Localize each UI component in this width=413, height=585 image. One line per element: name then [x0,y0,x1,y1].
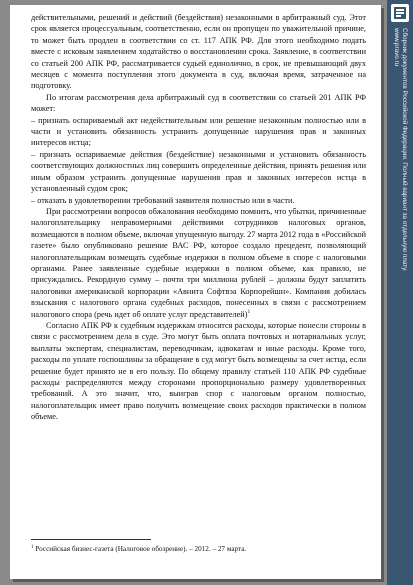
paragraph-text: При рассмотрении вопросов обжалования необходимо помнить, что убытки, причиненные налогоплательщику неправомерными действиями сотрудников налоговых органов, возмещаются в полном объеме, включая упущенную выгоду. 27 марта 2012 года в «Российской газете» было опубликовано решение ВАС РФ, которое создало прецедент, позволяющий налогоплательщикам возмещать судебные издержки в полном объеме в споре с налоговыми органами. Ранее заявленные судебные издержки в полном объеме, как правило, не присуждались. Рекордную сумму – почти три миллиона рублей – должны будут заплатить налоговики американской корпорации «Авнита Софтвэа Корпорейшн». Компания добилась взыскания с налогового органа судебных расходов, понесенных в связи с рассмотрением налогового спора (речь идет об оплате услуг представителей) [31,206,366,319]
sidebar-watermark-text [392,28,408,272]
footnote-reference[interactable]: 1 [247,308,251,315]
list-item: – отказать в удовлетворении требований заявителя полностью или в части. [31,195,295,205]
page-body [31,12,366,423]
paragraph: действительными, решений и действий (бездействия) незаконными в арбитражный суд. Этот срок является процессуальным, соответственно, если он пропущен по уважительной причине, то может быть продлен в соответствии со ст. 117 АПК РФ. Для этого необходимо подать вместе с исковым заявлением ходатайство о восстановлении срока. Заявление, в соответствии со статьей 200 АПК РФ, рассматривается судьей единолично, в срок, не превышающий двух месяцев с момента поступления этого документа в суд, включая время, затраченное на подготовку. [31,13,366,91]
logo-icon [391,4,409,22]
footnote-divider [31,539,151,540]
paragraph: По итогам рассмотрения дела арбитражный суд в соответствии со статьей 201 АПК РФ может: [31,92,366,114]
sidebar-strip [387,0,413,585]
sidebar-text-line[interactable]: www.pravo.ru [393,28,400,67]
paragraph [31,206,366,320]
footnote [31,545,366,554]
sidebar-text-line: Сборник документов Российской Федерации. Полный вариант за отдельную плату. [401,28,408,272]
document-page [10,5,381,579]
paragraph: Согласно АПК РФ к судебным издержкам относятся расходы, которые понесли стороны в связи с рассмотрением дела в суде. Это могут быть оплата почтовых и нотариальных услуг, выплаты экспертам, специалистам, переводчикам, адвокатам и иные расходы. Кроме того, расходы по уплате госпошлины за обращение в суд могут быть возмещены за счет истца, если решение будет принято не в его пользу. По общему правилу статьей 110 АПК РФ судебные расходы распределяются между сторонами пропорционально размеру удовлетворенных требований. А это значит, что, выиграв спор с налоговым органом полностью, налогоплательщик имеет право получить возмещение своих расходов практически в полном объеме. [31,320,366,422]
list-item: – признать оспариваемые действия (бездействие) незаконными и установить обязанность соответствующих должностных лиц совершить определенные действия, принять решения или иным образом устранить допущенные нарушения прав и законных интересов истца в установленный судом срок; [31,149,366,194]
footnote-text: Российская бизнес-газета (Налоговое обозрение). – 2012. – 27 марта. [33,545,247,553]
footnote-number: 1 [31,545,34,550]
list-item: – признать оспариваемый акт недействительным или решение незаконным полностью или в части и установить обязанность устранить допущенные нарушения прав и законных интересов истца; [31,115,366,148]
